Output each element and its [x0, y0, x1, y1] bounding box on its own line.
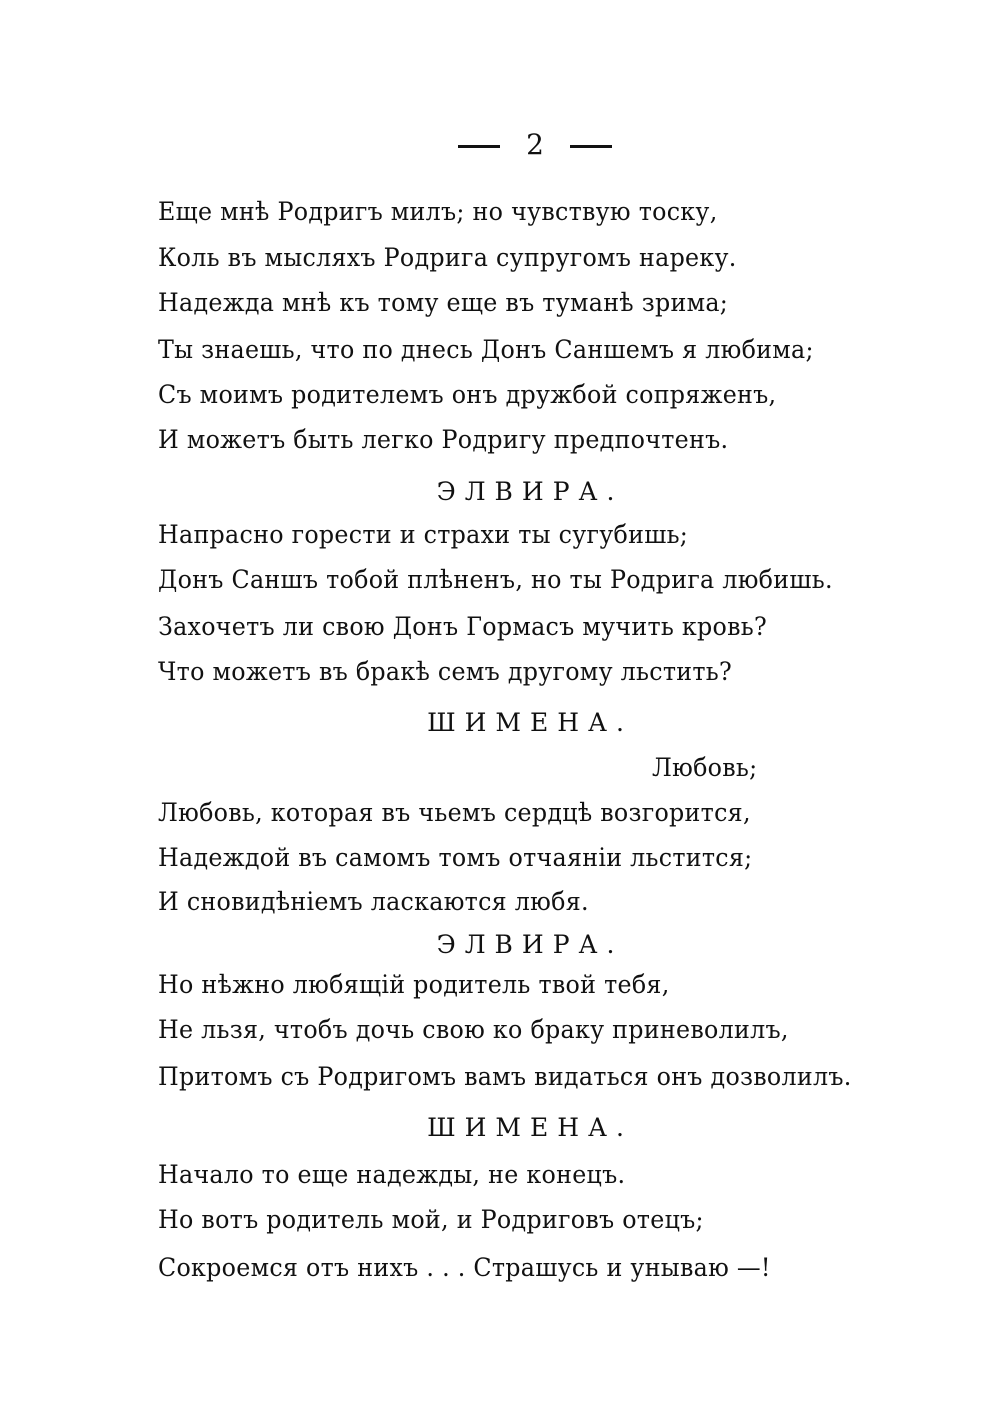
verse-line: Съ моимъ родителемъ онъ дружбой сопряженъ, — [158, 380, 777, 409]
verse-line: Любовь, которая въ чьемъ сердцѣ возгорится, — [158, 798, 751, 827]
speaker-heading: ЭЛВИРА. — [436, 477, 624, 506]
verse-line: Донъ Саншъ тобой плѣненъ, но ты Родрига любишь. — [158, 565, 833, 594]
verse-line: Напрасно горести и страхи ты сугубишь; — [158, 520, 689, 549]
speaker-heading: ЭЛВИРА. — [436, 930, 624, 959]
page-number-header — [0, 128, 1000, 161]
dash-right — [570, 145, 612, 148]
dash-left — [458, 145, 500, 148]
verse-line: Сокроемся отъ нихъ . . . Страшусь и унываю —! — [158, 1253, 771, 1282]
verse-line: Еще мнѣ Родригъ милъ; но чувствую тоску, — [158, 197, 718, 226]
verse-line: Начало то еще надежды, не конецъ. — [158, 1160, 626, 1189]
speaker-heading: ШИМЕНА. — [427, 1113, 633, 1142]
verse-line: Захочетъ ли свою Донъ Гормасъ мучить кровь? — [158, 612, 768, 641]
verse-line-indented: Любовь; — [652, 753, 758, 782]
speaker-heading: ШИМЕНА. — [427, 708, 633, 737]
verse-line: Коль въ мысляхъ Родрига супругомъ нареку. — [158, 243, 737, 272]
verse-line: Но нѣжно любящій родитель твой тебя, — [158, 970, 670, 999]
page-number: 2 — [526, 128, 544, 161]
verse-line: Ты знаешь, что по днесь Донъ Саншемъ я любима; — [158, 335, 814, 364]
verse-line: Что можетъ въ бракѣ семъ другому льстить? — [158, 657, 733, 686]
verse-line: Надеждой въ самомъ томъ отчаяніи льстится; — [158, 843, 753, 872]
verse-line: Притомъ съ Родригомъ вамъ видаться онъ дозволилъ. — [158, 1062, 852, 1091]
verse-line: И сновидѣніемъ ласкаются любя. — [158, 887, 589, 916]
verse-line: Но вотъ родитель мой, и Родриговъ отецъ; — [158, 1205, 704, 1234]
verse-line: И можетъ быть легко Родригу предпочтенъ. — [158, 425, 729, 454]
verse-line: Надежда мнѣ къ тому еще въ туманѣ зрима; — [158, 288, 729, 317]
verse-line: Не льзя, чтобъ дочь свою ко браку приневолилъ, — [158, 1015, 789, 1044]
